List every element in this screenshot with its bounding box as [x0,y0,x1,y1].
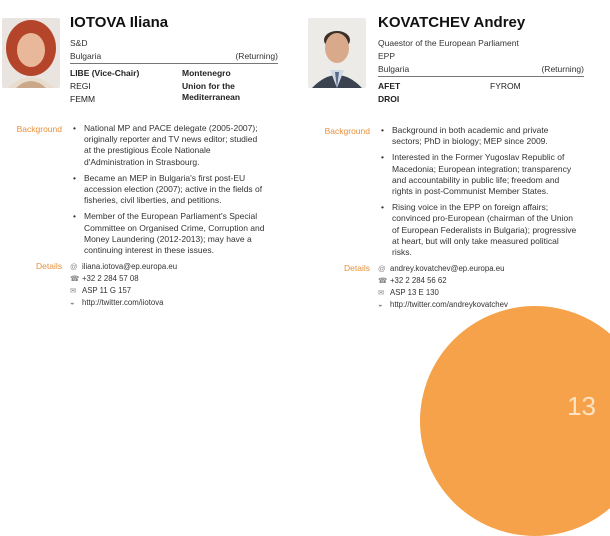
role: Quaestor of the European Parliament [378,38,519,48]
phone-row [70,273,139,284]
committee: AFET [378,81,401,91]
office-row [378,287,439,298]
background-item: • National MP and PACE delegate (2005-2007); originally reporter and TV news editor; studied at the prestigious École Nationale d'Administration in Strasbourg. [73,123,258,167]
country: Bulgaria [70,51,102,61]
phone-row [378,275,447,286]
committee: LIBE (Vice-Chair) [70,68,140,78]
background-label: Background [324,126,370,136]
phone: +32 2 284 56 62 [390,276,447,285]
office: ASP 13 E 130 [390,288,439,297]
twitter-icon: ◒ [70,298,75,307]
twitter-icon: ◒ [378,300,383,309]
party: S&D [70,38,88,48]
committee: DROI [378,94,400,104]
returning-status: (Returning) [541,64,584,74]
delegation: Union for the [182,81,235,91]
email-row[interactable] [70,261,177,272]
envelope-icon: ✉ [378,288,385,297]
country-row [70,51,278,64]
delegation: Montenegro [182,68,231,78]
background-item: • Member of the European Parliament's Special Committee on Organised Crime, Corruption and Money Laundering (2012-2013); may have a continuing interest in these issues. [73,211,265,256]
profile-photo-kovatchev [308,18,366,88]
phone-icon: ☎ [70,274,80,283]
email[interactable]: iliana.iotova@ep.europa.eu [82,262,178,271]
committee: FEMM [70,94,96,104]
committee: REGI [70,81,91,91]
party: EPP [378,51,396,61]
twitter-link[interactable]: http://twitter.com/iiotova [82,298,164,307]
details-label: Details [36,261,62,271]
delegation: FYROM [490,81,521,91]
office-row [70,285,131,296]
page-number: 13 [567,391,596,421]
background-label: Background [16,124,62,134]
details-label: Details [344,263,370,273]
returning-status: (Returning) [235,51,278,61]
background-item: • Rising voice in the EPP on foreign affairs; convinced pro-European (chairman of the Union of European Federalists in Bulgaria); progressive at heart, but will only take measured political risks. [381,202,577,258]
at-icon: @ [70,262,78,271]
office: ASP 11 G 157 [82,286,132,295]
country-row [378,64,584,77]
profile-photo-iotova [2,18,60,88]
twitter-row[interactable] [378,299,508,310]
email[interactable]: andrey.kovatchev@ep.europa.eu [390,264,505,273]
country: Bulgaria [378,64,410,74]
twitter-link[interactable]: http://twitter.com/andreykovatchev [390,300,508,309]
envelope-icon: ✉ [70,286,77,295]
background-item: • Background in both academic and private sectors; PhD in biology; MEP since 2009. [381,125,549,147]
profile-name: IOTOVA Iliana [70,14,169,31]
phone-icon: ☎ [378,276,388,285]
profile-name: KOVATCHEV Andrey [378,14,526,31]
email-row[interactable] [378,263,504,274]
background-item: • Became an MEP in Bulgaria's first post-EU accession election (2007); active in the fields of fisheries, civil liberties, and petitions. [73,172,263,206]
delegation: Mediterranean [182,92,241,102]
background-list [380,125,595,263]
at-icon: @ [378,264,386,273]
background-item: • Interested in the Former Yugoslav Republic of Macedonia; European integration; transparency and accountability in public life; freedom and rights in post-Communist Member States. [381,152,572,197]
background-list [72,123,287,261]
phone: +32 2 284 57 08 [82,274,139,283]
twitter-row[interactable] [70,297,163,308]
